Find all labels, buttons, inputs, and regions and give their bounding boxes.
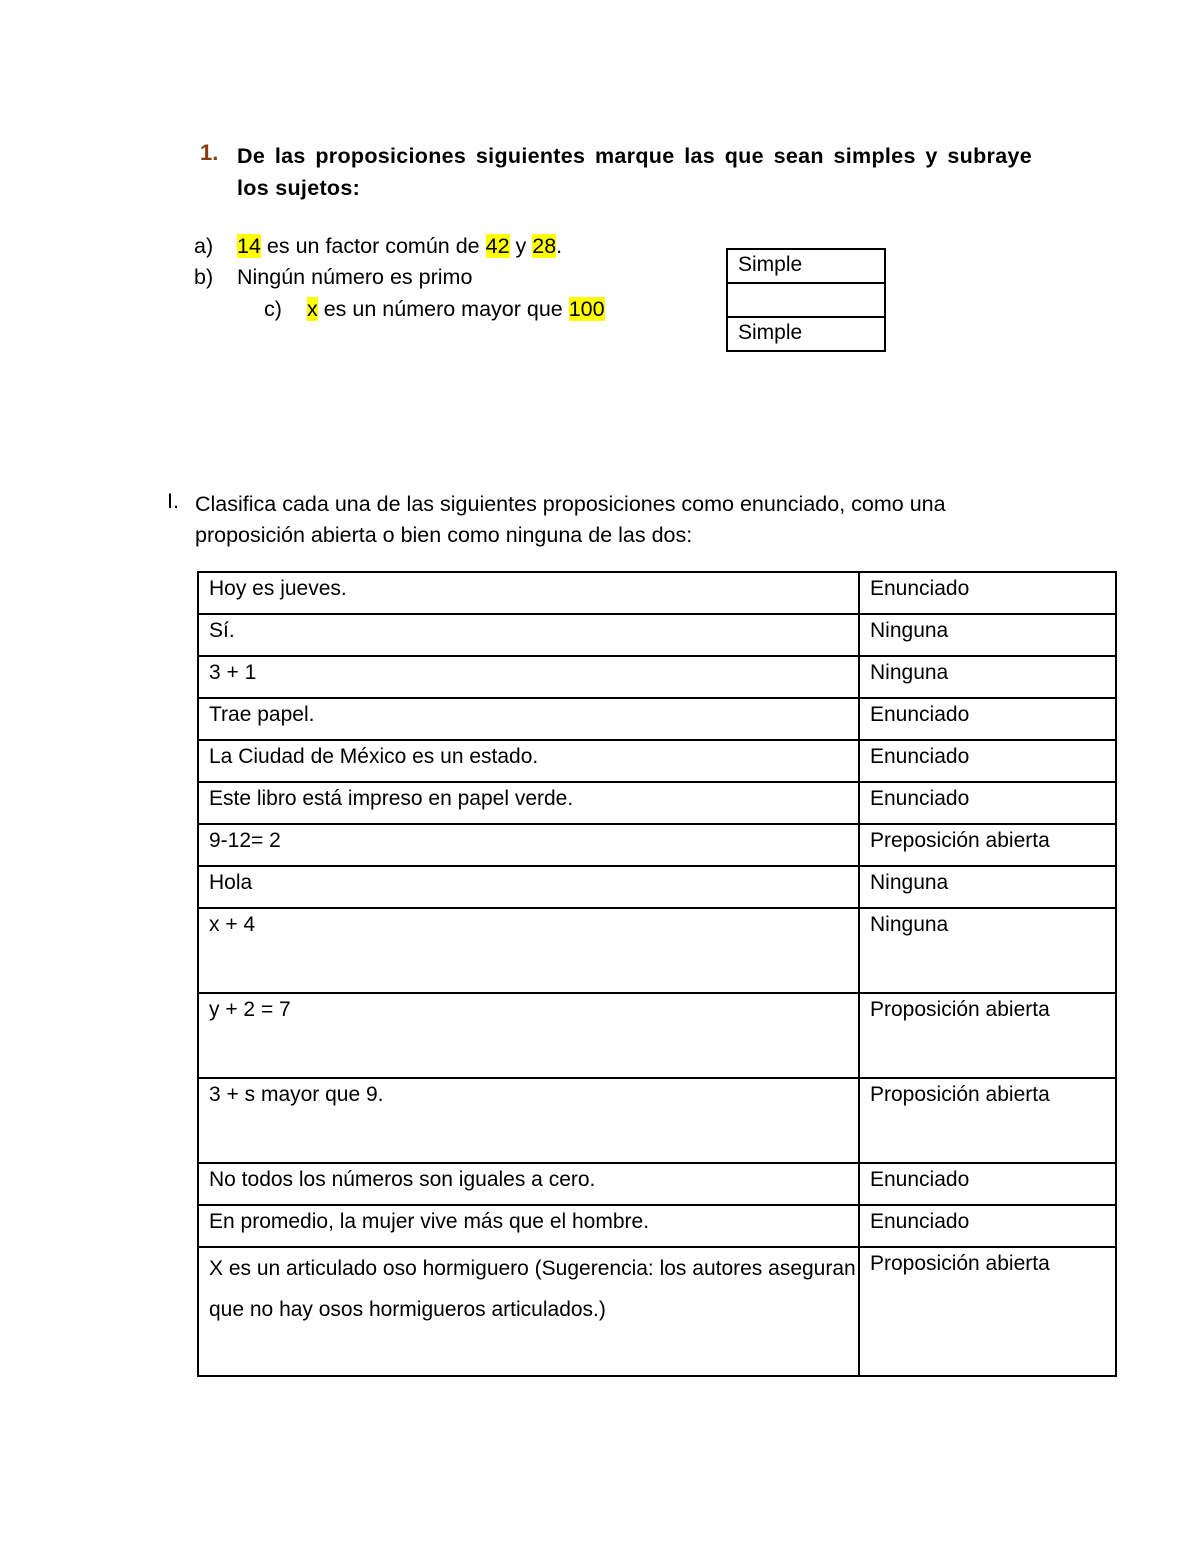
classification-cell: Proposición abierta bbox=[859, 1247, 1116, 1376]
table-row bbox=[198, 1247, 1116, 1376]
classification-cell: Enunciado bbox=[859, 1205, 1116, 1247]
item-a bbox=[194, 231, 562, 261]
classification-cell: Proposición abierta bbox=[859, 993, 1116, 1078]
classification-cell: Enunciado bbox=[859, 740, 1116, 782]
table-row bbox=[198, 866, 1116, 908]
section-instruction: Clasifica cada una de las siguientes proposiciones como enunciado, como una proposición abierta o bien como ninguna de las dos: bbox=[195, 492, 946, 547]
table-row bbox=[198, 782, 1116, 824]
table-row bbox=[198, 698, 1116, 740]
statement-cell: Hoy es jueves. bbox=[198, 572, 859, 614]
answer-cell bbox=[727, 283, 885, 317]
table-row bbox=[198, 740, 1116, 782]
classification-cell: Enunciado bbox=[859, 572, 1116, 614]
highlighted-text: 100 bbox=[568, 297, 605, 321]
classification-cell: Ninguna bbox=[859, 656, 1116, 698]
item-c bbox=[264, 294, 605, 324]
classification-cell: Enunciado bbox=[859, 782, 1116, 824]
classification-cell: Proposición abierta bbox=[859, 1078, 1116, 1163]
highlighted-text: x bbox=[307, 297, 318, 321]
classification-cell: Enunciado bbox=[859, 1163, 1116, 1205]
table-row bbox=[198, 614, 1116, 656]
item-text-part: es un factor común de bbox=[260, 234, 486, 258]
table-row bbox=[198, 1205, 1116, 1247]
statement-cell: 9-12= 2 bbox=[198, 824, 859, 866]
item-b bbox=[194, 262, 472, 292]
table-row bbox=[198, 824, 1116, 866]
statement-cell: X es un articulado oso hormiguero (Sugerencia: los autores aseguran que no hay osos hormigueros articulados.) bbox=[198, 1247, 859, 1376]
highlighted-text: 42 bbox=[485, 234, 510, 258]
item-text-part: . bbox=[556, 234, 563, 258]
table-row bbox=[198, 1078, 1116, 1163]
statement-cell: No todos los números son iguales a cero. bbox=[198, 1163, 859, 1205]
table-row bbox=[198, 1163, 1116, 1205]
statement-cell: Trae papel. bbox=[198, 698, 859, 740]
answer-table bbox=[726, 248, 886, 352]
highlighted-text: 28 bbox=[532, 234, 557, 258]
item-label: a) bbox=[194, 234, 214, 258]
item-text bbox=[307, 297, 605, 321]
classification-cell: Ninguna bbox=[859, 866, 1116, 908]
classification-table bbox=[197, 571, 1117, 1377]
item-text-part: y bbox=[509, 234, 533, 258]
item-text-part: es un número mayor que bbox=[317, 297, 569, 321]
answer-cell: Simple bbox=[727, 317, 885, 351]
item-label: b) bbox=[194, 265, 214, 289]
statement-cell: Este libro está impreso en papel verde. bbox=[198, 782, 859, 824]
classification-cell: Ninguna bbox=[859, 614, 1116, 656]
classification-cell: Enunciado bbox=[859, 698, 1116, 740]
item-text bbox=[237, 265, 472, 289]
table-row bbox=[198, 908, 1116, 993]
statement-cell: En promedio, la mujer vive más que el hombre. bbox=[198, 1205, 859, 1247]
statement-cell: y + 2 = 7 bbox=[198, 993, 859, 1078]
item-label: c) bbox=[264, 297, 282, 321]
statement-cell: Sí. bbox=[198, 614, 859, 656]
table-row bbox=[198, 572, 1116, 614]
statement-cell: x + 4 bbox=[198, 908, 859, 993]
statement-cell: 3 + s mayor que 9. bbox=[198, 1078, 859, 1163]
answer-cell: Simple bbox=[727, 249, 885, 283]
table-row bbox=[198, 993, 1116, 1078]
item-text bbox=[237, 234, 562, 258]
section-number: I. bbox=[167, 489, 179, 513]
table-row bbox=[198, 656, 1116, 698]
question-number: 1. bbox=[200, 140, 219, 165]
highlighted-text: 14 bbox=[237, 234, 261, 258]
item-text-part: Ningún número es primo bbox=[237, 265, 473, 289]
statement-cell: Hola bbox=[198, 866, 859, 908]
question-heading: De las proposiciones siguientes marque las que sean simples y subraye los sujetos: bbox=[237, 144, 1032, 200]
classification-cell: Preposición abierta bbox=[859, 824, 1116, 866]
statement-cell: 3 + 1 bbox=[198, 656, 859, 698]
classification-cell: Ninguna bbox=[859, 908, 1116, 993]
statement-cell: La Ciudad de México es un estado. bbox=[198, 740, 859, 782]
